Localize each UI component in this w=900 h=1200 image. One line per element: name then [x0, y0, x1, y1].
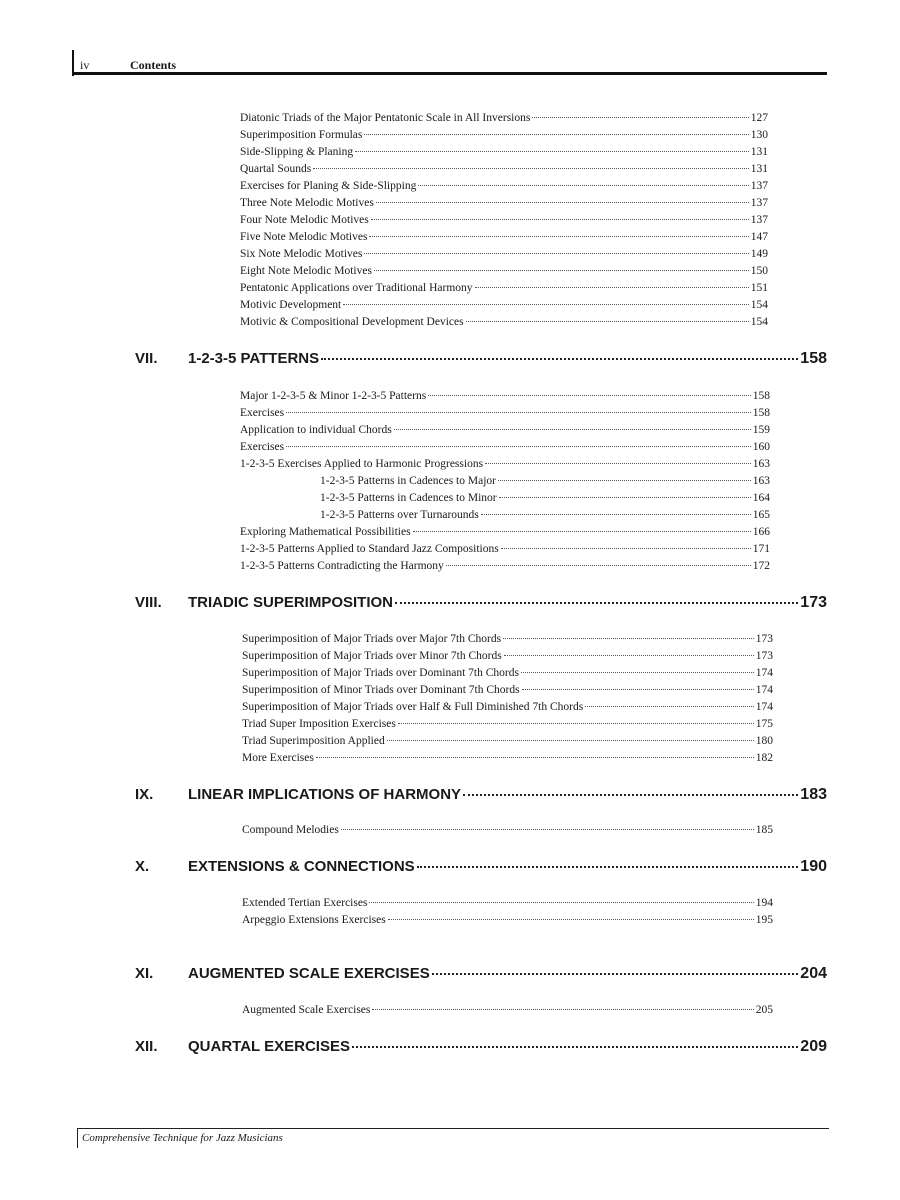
toc-entry-label: 1-2-3-5 Patterns Contradicting the Harmony: [240, 560, 444, 572]
toc-entry-page: 163: [752, 458, 770, 470]
toc-entry-label: Superimposition Formulas: [240, 129, 363, 141]
dot-leader: [503, 638, 754, 639]
header-rule: [72, 72, 827, 75]
chapter-title: LINEAR IMPLICATIONS OF HARMONY: [188, 786, 462, 803]
dot-leader: [286, 446, 751, 447]
toc-entry[interactable]: [242, 733, 773, 750]
toc-entry-page: 151: [750, 282, 768, 294]
toc-entry-page: 173: [755, 650, 773, 662]
chapter-title: AUGMENTED SCALE EXERCISES: [188, 965, 430, 982]
dot-leader: [532, 117, 748, 118]
chapter-page: 190: [800, 858, 827, 875]
toc-entry-label: Eight Note Melodic Motives: [240, 265, 372, 277]
dot-leader: [372, 1009, 753, 1010]
toc-entry[interactable]: [242, 631, 773, 648]
dot-leader: [413, 531, 751, 532]
toc-entry-label: Side-Slipping & Planing: [240, 146, 354, 158]
dot-leader: [418, 185, 748, 186]
dot-leader: [446, 565, 751, 566]
toc-entry[interactable]: [242, 648, 773, 665]
chapter-page: 183: [800, 786, 827, 803]
toc-entry[interactable]: [240, 212, 768, 229]
toc-entry-label: Superimposition of Major Triads over Major 7th Chords: [242, 633, 502, 645]
toc-entry[interactable]: [240, 405, 770, 422]
toc-entry[interactable]: [242, 682, 773, 699]
dot-leader: [313, 168, 749, 169]
toc-entry-label: Major 1-2-3-5 & Minor 1-2-3-5 Patterns: [240, 390, 427, 402]
toc-entry-page: 147: [750, 231, 768, 243]
toc-entry[interactable]: [242, 699, 773, 716]
dot-leader: [364, 134, 748, 135]
chapter-title: 1-2-3-5 PATTERNS: [188, 350, 320, 367]
dot-leader: [522, 689, 754, 690]
dot-leader: [387, 740, 754, 741]
toc-entry-label: Superimposition of Major Triads over Minor 7th Chords: [242, 650, 502, 662]
page-header: [72, 50, 827, 74]
toc-entry[interactable]: [242, 1002, 773, 1019]
toc-entry-page: 154: [750, 299, 768, 311]
dot-leader: [585, 706, 754, 707]
toc-entry-page: 131: [750, 163, 768, 175]
toc-entry-label: Quartal Sounds: [240, 163, 312, 175]
toc-entry-label: Diatonic Triads of the Major Pentatonic Scale in All Inversions: [240, 112, 531, 124]
chapter-heading[interactable]: [135, 965, 827, 989]
toc-entry[interactable]: [240, 314, 768, 331]
toc-entry-page: 180: [755, 735, 773, 747]
toc-entry-page: 137: [750, 197, 768, 209]
toc-entry-page: 174: [755, 684, 773, 696]
dot-leader: [343, 304, 749, 305]
dot-leader: [286, 412, 751, 413]
dot-leader: [504, 655, 754, 656]
toc-entry-page: 127: [750, 112, 768, 124]
toc-entry[interactable]: [242, 895, 773, 912]
toc-entry-label: Motivic Development: [240, 299, 342, 311]
toc-entry[interactable]: [240, 439, 770, 456]
toc-entry-label: Superimposition of Minor Triads over Dominant 7th Chords: [242, 684, 520, 696]
dot-leader: [369, 236, 748, 237]
toc-entry-label: Exercises: [240, 441, 285, 453]
toc-entry[interactable]: [240, 541, 770, 558]
dot-leader: [501, 548, 751, 549]
toc-entry[interactable]: [242, 912, 773, 929]
dot-leader: [485, 463, 751, 464]
toc-entry-page: 163: [752, 475, 770, 487]
chapter-page: 173: [800, 594, 827, 611]
toc-entry[interactable]: [240, 297, 768, 314]
dot-leader: [369, 902, 753, 903]
dot-leader: [499, 497, 751, 498]
toc-entry-label: 1-2-3-5 Exercises Applied to Harmonic Progressions: [240, 458, 484, 470]
toc-entry-page: 194: [755, 897, 773, 909]
toc-entry-label: Exploring Mathematical Possibilities: [240, 526, 411, 538]
toc-entry[interactable]: [240, 161, 768, 178]
dot-leader: [521, 672, 754, 673]
chapter-title: QUARTAL EXERCISES: [188, 1038, 350, 1055]
dot-leader: [321, 358, 798, 360]
toc-entry-page: 195: [755, 914, 773, 926]
header-title: Contents: [130, 58, 177, 72]
toc-entry-page: 164: [752, 492, 770, 504]
toc-entry-label: Motivic & Compositional Development Devices: [240, 316, 464, 328]
chapter-heading[interactable]: [135, 786, 827, 810]
dot-leader: [463, 794, 798, 796]
toc-entry-page: 158: [752, 390, 770, 402]
toc-entry-page: 158: [752, 407, 770, 419]
toc-subentry[interactable]: [320, 473, 770, 490]
chapter-title: TRIADIC SUPERIMPOSITION: [188, 594, 394, 611]
dot-leader: [481, 514, 751, 515]
toc-entry-label: 1-2-3-5 Patterns over Turnarounds: [320, 509, 479, 521]
dot-leader: [374, 270, 749, 271]
toc-entry-page: 149: [750, 248, 768, 260]
dot-leader: [388, 919, 754, 920]
dot-leader: [432, 973, 799, 975]
toc-entry-page: 172: [752, 560, 770, 572]
chapter-heading[interactable]: [135, 1038, 827, 1062]
dot-leader: [498, 480, 751, 481]
chapter-number: VIII.: [135, 594, 162, 611]
dot-leader: [355, 151, 749, 152]
toc-entry-label: Three Note Melodic Motives: [240, 197, 374, 209]
toc-entry-label: More Exercises: [242, 752, 314, 764]
dot-leader: [417, 866, 799, 868]
dot-leader: [371, 219, 749, 220]
toc-entry[interactable]: [240, 263, 768, 280]
toc-entry-label: Triad Super Imposition Exercises: [242, 718, 396, 730]
toc-entry-page: 174: [755, 667, 773, 679]
dot-leader: [395, 602, 798, 604]
toc-entry-page: 130: [750, 129, 768, 141]
dot-leader: [376, 202, 749, 203]
chapter-page: 204: [800, 965, 827, 982]
footer-bar: [77, 1128, 78, 1148]
toc-entry[interactable]: [242, 716, 773, 733]
dot-leader: [352, 1046, 798, 1048]
toc-entry[interactable]: [240, 280, 768, 297]
chapter-title: EXTENSIONS & CONNECTIONS: [188, 858, 415, 875]
toc-entry-label: Compound Melodies: [242, 824, 339, 836]
chapter-page: 158: [800, 350, 827, 367]
toc-entry-page: 160: [752, 441, 770, 453]
page-footer: [77, 1128, 829, 1148]
toc-entry-label: Pentatonic Applications over Traditional Harmony: [240, 282, 473, 294]
toc-entry[interactable]: [240, 558, 770, 575]
chapter-heading[interactable]: [135, 594, 827, 618]
toc-entry-label: Four Note Melodic Motives: [240, 214, 369, 226]
toc-entry[interactable]: [240, 195, 768, 212]
toc-entry[interactable]: [240, 144, 768, 161]
toc-entry[interactable]: [240, 422, 770, 439]
chapter-heading[interactable]: [135, 858, 827, 882]
toc-entry-page: 165: [752, 509, 770, 521]
toc-entry-label: Six Note Melodic Motives: [240, 248, 363, 260]
toc-subentry[interactable]: [320, 490, 770, 507]
toc-entry-page: 182: [755, 752, 773, 764]
toc-entry-page: 137: [750, 214, 768, 226]
dot-leader: [475, 287, 749, 288]
chapter-number: XII.: [135, 1038, 158, 1055]
toc-entry[interactable]: [242, 822, 773, 839]
chapter-number: XI.: [135, 965, 154, 982]
toc-entry[interactable]: [240, 127, 768, 144]
toc-entry[interactable]: [242, 665, 773, 682]
chapter-number: X.: [135, 858, 150, 875]
book-title: Comprehensive Technique for Jazz Musicians: [82, 1132, 283, 1144]
toc-entry-label: Exercises: [240, 407, 285, 419]
toc-entry-page: 150: [750, 265, 768, 277]
toc-entry[interactable]: [242, 750, 773, 767]
toc-entry[interactable]: [240, 178, 768, 195]
chapter-page: 209: [800, 1038, 827, 1055]
toc-entry-label: 1-2-3-5 Patterns in Cadences to Major: [320, 475, 496, 487]
toc-entry-page: 185: [755, 824, 773, 836]
toc-entry[interactable]: [240, 456, 770, 473]
dot-leader: [428, 395, 751, 396]
toc-entry-label: Arpeggio Extensions Exercises: [242, 914, 386, 926]
page-number: iv: [80, 58, 90, 72]
toc-entry-page: 205: [755, 1004, 773, 1016]
dot-leader: [364, 253, 748, 254]
toc-entry-page: 131: [750, 146, 768, 158]
dot-leader: [341, 829, 754, 830]
toc-entry-label: Superimposition of Major Triads over Half & Full Diminished 7th Chords: [242, 701, 584, 713]
toc-entry-page: 174: [755, 701, 773, 713]
chapter-number: IX.: [135, 786, 154, 803]
toc-entry-page: 166: [752, 526, 770, 538]
toc-entry-label: 1-2-3-5 Patterns Applied to Standard Jazz Compositions: [240, 543, 499, 555]
toc-entry[interactable]: [240, 388, 770, 405]
toc-entry[interactable]: [240, 110, 768, 127]
toc-entry-page: 171: [752, 543, 770, 555]
toc-entry-label: Exercises for Planing & Side-Slipping: [240, 180, 417, 192]
toc-entry-page: 154: [750, 316, 768, 328]
toc-entry-label: Superimposition of Major Triads over Dominant 7th Chords: [242, 667, 519, 679]
toc-entry-page: 159: [752, 424, 770, 436]
toc-entry[interactable]: [240, 246, 768, 263]
dot-leader: [316, 757, 754, 758]
toc-entry[interactable]: [240, 229, 768, 246]
toc-entry-page: 173: [755, 633, 773, 645]
toc-entry-label: Extended Tertian Exercises: [242, 897, 368, 909]
footer-rule: [77, 1128, 829, 1129]
toc-entry-page: 175: [755, 718, 773, 730]
dot-leader: [394, 429, 751, 430]
chapter-heading[interactable]: [135, 350, 827, 374]
dot-leader: [398, 723, 754, 724]
toc-entry-label: Augmented Scale Exercises: [242, 1004, 371, 1016]
chapter-number: VII.: [135, 350, 158, 367]
toc-entry[interactable]: [240, 524, 770, 541]
toc-entry-page: 137: [750, 180, 768, 192]
toc-entry-label: Five Note Melodic Motives: [240, 231, 368, 243]
toc-entry-label: 1-2-3-5 Patterns in Cadences to Minor: [320, 492, 497, 504]
toc-entry-label: Triad Superimposition Applied: [242, 735, 385, 747]
toc-entry-label: Application to individual Chords: [240, 424, 392, 436]
toc-subentry[interactable]: [320, 507, 770, 524]
dot-leader: [466, 321, 749, 322]
